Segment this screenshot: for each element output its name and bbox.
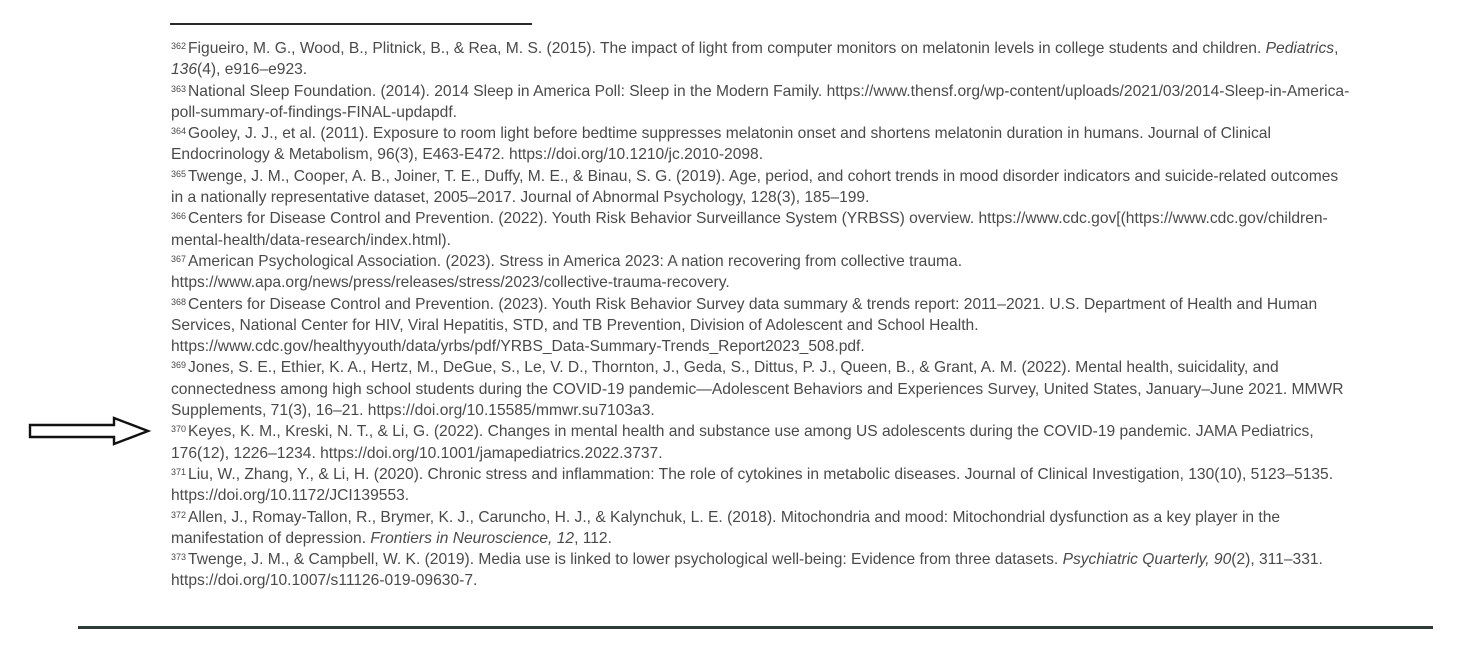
footnote-370 — [171, 421, 1351, 464]
footnote-number: 365 — [171, 168, 187, 179]
footnote-text: (4), e916–e923. — [197, 61, 308, 79]
footnote-367 — [171, 251, 1351, 294]
footnote-number: 368 — [171, 296, 187, 307]
footnote-text: Allen, J., Romay-Tallon, R., Brymer, K. J., Caruncho, H. J., & Kalynchuk, L. E. (2018). Mitochondria and mood: Mitochondrial dysfunction as a key player in the manifestation of depression. — [171, 508, 1281, 547]
footnote-363 — [171, 81, 1351, 124]
footnote-text: Gooley, J. J., et al. (2011). Exposure to room light before bedtime suppresses melatonin onset and shortens melatonin duration in humans. Journal of Clinical Endocrinology & Metabolism, 96(3), E463-E472. https://doi.org/10.1210/jc.2010-2098. — [171, 125, 1271, 164]
footnote-text: , — [1334, 40, 1339, 57]
footnote-text: Jones, S. E., Ethier, K. A., Hertz, M., DeGue, S., Le, V. D., Thornton, J., Geda, S., Dittus, P. J., Queen, B., & Grant, A. M. (2022). Mental health, suicidality, and connectedness among high school students during the COVID-19 pandemic—Adolescent Behaviors and Experiences Survey, United States, January–June 2021. MMWR Supplements, 71(3), 16–21. https://doi.org/10.15585/mmwr.su7103a3. — [171, 359, 1344, 420]
footnote-number: 369 — [171, 360, 187, 371]
footnote-text: (2), 311–331. https://doi.org/10.1007/s11126-019-09630-7. — [171, 551, 1323, 590]
footnotes-list — [171, 38, 1351, 592]
footnote-number: 372 — [171, 509, 187, 520]
journal-title: Frontiers in Neuroscience, 12 — [370, 529, 575, 547]
journal-title: Psychiatric Quarterly, 90 — [1062, 551, 1232, 569]
footnote-number: 362 — [171, 41, 187, 51]
footnote-text: National Sleep Foundation. (2014). 2014 Sleep in America Poll: Sleep in the Modern Family. https://www.thensf.org/wp-content/uploads/2021/03/2014-Sleep-in-America-poll-summary-of-findings-FINAL-updapdf. — [171, 82, 1350, 121]
page-bottom-rule — [78, 626, 1433, 629]
footnote-number: 366 — [171, 211, 187, 222]
footnote-separator-rule — [170, 23, 532, 25]
volume-number: 136 — [171, 61, 198, 79]
footnote-text: American Psychological Association. (2023). Stress in America 2023: A nation recovering from collective trauma. https://www.apa.org/news/press/releases/stress/2023/collective-trauma-recovery. — [171, 252, 963, 292]
footnote-text: Twenge, J. M., & Campbell, W. K. (2019). Media use is linked to lower psychological well-being: Evidence from three datasets. — [188, 551, 1063, 569]
footnote-text: Liu, W., Zhang, Y., & Li, H. (2020). Chronic stress and inflammation: The role of cytokines in metabolic diseases. Journal of Clinical Investigation, 130(10), 5123–5135. https://doi.org/10.1172/JCI139553. — [171, 465, 1334, 505]
footnote-text: Keyes, K. M., Kreski, N. T., & Li, G. (2022). Changes in mental health and substance use among US adolescents during the COVID-19 pandemic. JAMA Pediatrics, 176(12), 1226–1234. https://doi.org/10.1001/jamapediatrics.2022.3737. — [171, 423, 1314, 462]
journal-title: Pediatrics — [1265, 40, 1335, 57]
arrow-outline — [30, 418, 148, 444]
footnote-number: 373 — [171, 552, 187, 563]
footnote-text: Figueiro, M. G., Wood, B., Plitnick, B., & Rea, M. S. (2015). The impact of light from computer monitors on melatonin levels in college students and children. — [188, 40, 1266, 57]
footnote-text: , 112. — [574, 529, 612, 547]
footnote-372 — [171, 507, 1351, 550]
footnote-364 — [171, 123, 1351, 166]
footnote-text: Twenge, J. M., Cooper, A. B., Joiner, T. E., Duffy, M. E., & Binau, S. G. (2019). Age, period, and cohort trends in mood disorder indicators and suicide-related outcomes in a nationally representative dataset, 2005–2017. Journal of Abnormal Psychology, 128(3), 185–199. — [171, 167, 1339, 207]
footnote-number: 370 — [171, 424, 187, 435]
footnote-number: 364 — [171, 126, 187, 137]
footnote-362 — [171, 38, 1351, 81]
footnote-368 — [171, 294, 1351, 358]
footnote-373 — [171, 549, 1351, 592]
footnote-369 — [171, 357, 1351, 421]
footnote-number: 367 — [171, 253, 187, 264]
footnote-number: 371 — [171, 466, 187, 477]
right-arrow-icon — [28, 416, 152, 446]
footnote-text: Centers for Disease Control and Prevention. (2023). Youth Risk Behavior Survey data summary & trends report: 2011–2021. U.S. Department of Health and Human Services, National Center for HIV, Viral Hepatitis, STD, and TB Prevention, Division of Adolescent and School Health. https://www.cdc.gov/healthyyouth/data/yrbs/pdf/YRBS_Data-Summary-Trends_Report2023_508.pdf. — [171, 295, 1318, 356]
footnote-366 — [171, 208, 1351, 251]
footnote-text: Centers for Disease Control and Prevention. (2022). Youth Risk Behavior Surveillance System (YRBSS) overview. https://www.cdc.gov[(https://www.cdc.gov/children-mental-health/data-research/index.html). — [171, 210, 1328, 249]
footnote-number: 363 — [171, 83, 187, 94]
footnote-365 — [171, 166, 1351, 209]
footnote-371 — [171, 464, 1351, 507]
